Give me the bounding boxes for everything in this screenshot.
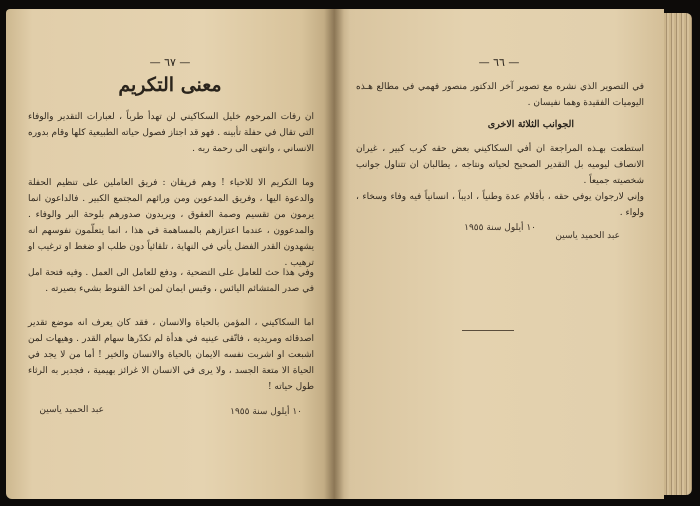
book-gutter [324, 9, 344, 499]
paragraph-3: وفي هذا حث للعامل على التضحية ، ودفع للعامل الى العمل . وفيه فتحة امل في صدر المتشائم اليائس ، وقبس ايمان لمن اخذ القنوط بشيء بصيرته . [28, 268, 314, 294]
page-67 [6, 9, 334, 499]
paragraph-4: اما السكاكيني ، المؤمن بالحياة والانسان ، فقد كان يعرف انه موضع تقدير اصدقائه ومريديه ، فاتّقى عينيه في هدأة لم تكدّرها سهام القدر . وهيهات لمن اشبعت او اشربت نفسه الايمان بالحياة والانسان والخير ! أما من لا يجد في الحياة الا متعة الجسد ، ولا يرى في الانسان الا غرائز بهيمية ، فجدير به الرثاء طول حياته ! [28, 318, 314, 392]
date: ١٠ أيلول سنة ١٩٥٥ [230, 407, 302, 417]
intro-paragraph: في التصوير الذي نشره مع تصوير آخر الدكتور منصور فهمي في مطالع هـذه اليوميات الفقيدة وهما نفيسان . [356, 82, 644, 108]
signature: عبد الحميد ياسين [39, 405, 104, 415]
subheading: الجوانب الثلاثة الاخرى [487, 119, 574, 130]
paragraph-1: ان رفات المرحوم خليل السكاكيني لن تهدأ طرباً ، لعبارات التقدير والوفاء التي تقال في حفلة تأبينه . فهو قد اجتاز فصول حياته الطبيعية كلها وقام بدوره الانساني ، وانتهى الى رحمة ربه . [28, 112, 314, 154]
page-number: — ٦٧ — [149, 56, 191, 69]
page-edges [664, 13, 692, 495]
page-number: — ٦٦ — [478, 56, 520, 69]
paragraph-2: وما التكريم الا للاحياء ! وهم فريقان : فريق العاملين على تنظيم الحفلة والدعوة اليها ، وفريق المدعوين ومن ورائهم المجتمع الكبير . فالداعون انما يرمون من تقسيم وصمة العقوق ، ويريدون صدورهم بلوحة البر والوفاء . والمدعوون ، عندما اعتزازهم بالمساهمة في هذا ، انما يتعلّمون نفوسهم انه يشهدون القدر الفضل يأتي في النهاية ، تلقائياً دون طلب او ضغط او ترغيب او ترهيب . [28, 178, 314, 268]
paragraph-2: وإني لارجوان يوفي حقه ، بأقلام عدة وطنياً ، اديباً ، انسانياً فيه وفاء وسخاء ، ولواء . [356, 192, 644, 218]
page-66 [334, 9, 664, 499]
date: ١٠ أيلول سنة ١٩٥٥ [464, 223, 536, 233]
paragraph-1: استطعت بهـذه المراجعة ان أفي السكاكيني بعض حقه كرب كبير ، غيران الانصاف ليوميه بل التقدير الصحيح لحياته ونتاجه ، يطالبان ان تتناول جوانب شخصيته جميعاً . [356, 144, 644, 186]
page-title: معنى التكريم [118, 74, 222, 96]
signature: عبد الحميد ياسين [555, 231, 620, 241]
book-spread [6, 9, 694, 499]
section-divider [462, 330, 514, 331]
